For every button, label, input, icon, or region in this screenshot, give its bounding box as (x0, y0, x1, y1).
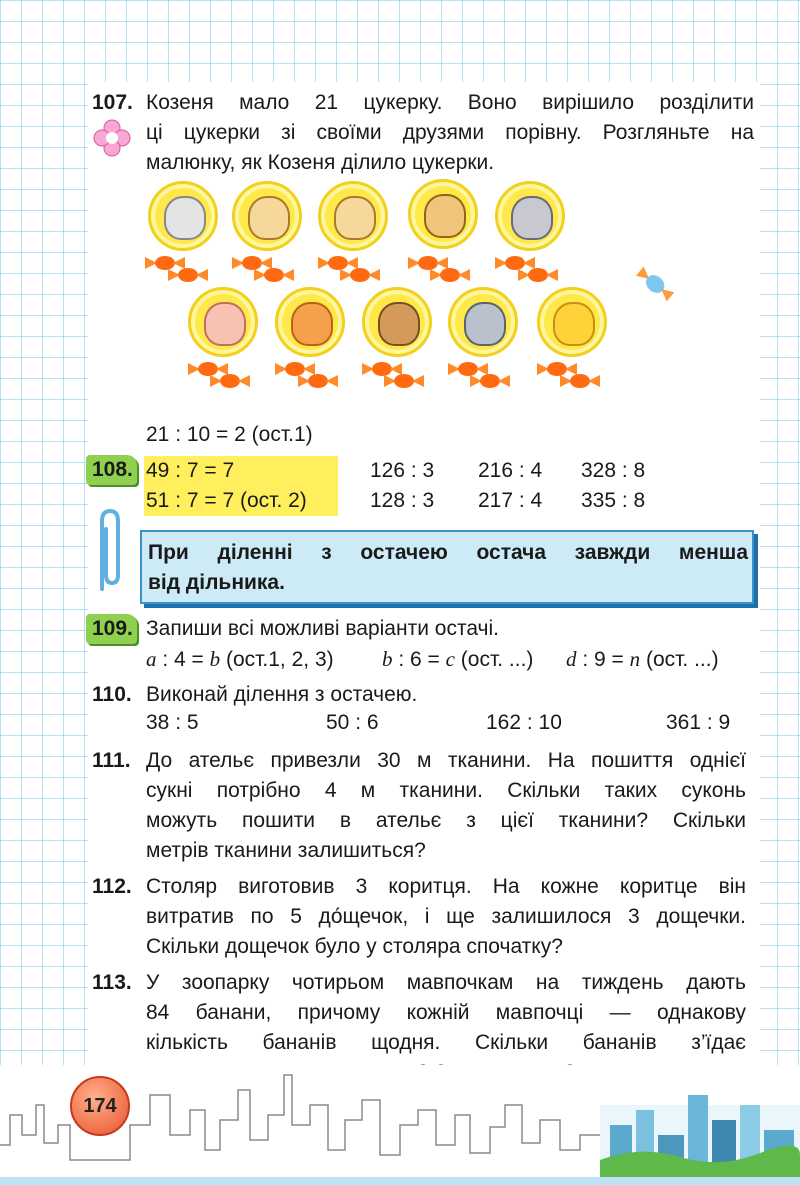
animals-illustration (140, 175, 700, 410)
problem-112-line2: витратив по 5 до́щечок, і ще залишилося 3 дощечки. (146, 905, 746, 928)
problem-110-item1: 38 : 5 (146, 711, 199, 734)
problem-110-item3: 162 : 10 (486, 711, 562, 734)
problem-108-col1-row1: 126 : 3 (370, 459, 435, 482)
problem-110-number: 110. (92, 683, 132, 706)
candy-icons (140, 175, 700, 410)
var-d: d (566, 647, 577, 671)
problem-110-item2: 50 : 6 (326, 711, 379, 734)
example-a-tail: (ост.1, 2, 3) (220, 648, 334, 671)
problem-108-col3-row1: 328 : 8 (581, 459, 646, 482)
var-b2: b (382, 647, 393, 671)
var-a: a (146, 647, 157, 671)
problem-108-col2-row2: 217 : 4 (478, 489, 543, 512)
problem-109-example-b (382, 644, 533, 675)
problem-111-line3: можуть пошити в ательє з цієї тканини? Скільки (146, 809, 746, 832)
problem-109-line1: Запиши всі можливі варіанти остачі. (146, 617, 499, 640)
rule-line2: від дільника. (148, 571, 285, 594)
problem-107-equation: 21 : 10 = 2 (ост.1) (146, 423, 313, 446)
var-n: n (629, 647, 641, 671)
problem-111-number: 111. (92, 749, 131, 772)
problem-108-col2-row1: 216 : 4 (478, 459, 543, 482)
problem-113-line3: кількість бананів щодня. Скільки бананів з’їдає (146, 1031, 746, 1054)
problem-109-badge: 109. (86, 614, 137, 644)
problem-107-line1: Козеня мало 21 цукерку. Воно вирішило розділити (146, 91, 754, 114)
problem-112-line3: Скільки дощечок було у столяра спочатку? (146, 935, 563, 958)
problem-111-line4: метрів тканини залишиться? (146, 839, 426, 862)
problem-112-line1: Столяр виготовив 3 коритця. На кожне коритце він (146, 875, 746, 898)
problem-108-badge: 108. (86, 455, 137, 485)
example-b-tail: (ост. ...) (454, 648, 534, 671)
problem-111-line1: До ательє привезли 30 м тканини. На пошиття однієї (146, 749, 746, 772)
problem-108-example1: 49 : 7 = 7 (146, 459, 235, 482)
var-c: c (445, 647, 455, 671)
problem-108-example2: 51 : 7 = 7 (ост. 2) (146, 489, 307, 512)
paperclip-icon (88, 505, 132, 595)
problem-112-number: 112. (92, 875, 132, 898)
rule-line1: При діленні з остачею остача завжди менша (148, 541, 748, 564)
example-d-op: : 9 = (576, 648, 630, 671)
problem-107-number: 107. (92, 91, 133, 114)
problem-113-line2: 84 банани, причому кожній мавпочці — однакову (146, 1001, 746, 1024)
page-number: 174 (70, 1076, 130, 1136)
problem-113-line1: У зоопарку чотирьом мавпочкам на тиждень дають (146, 971, 746, 994)
example-b-op: : 6 = (392, 648, 446, 671)
problem-108-col1-row2: 128 : 3 (370, 489, 435, 512)
example-a-op: : 4 = (156, 648, 210, 671)
rule-text (148, 538, 748, 598)
problem-110-item4: 361 : 9 (666, 711, 731, 734)
flower-icon (92, 118, 132, 158)
problem-109-example-a (146, 644, 334, 675)
problem-110-line1: Виконай ділення з остачею. (146, 683, 418, 706)
problem-113-number: 113. (92, 971, 132, 994)
problem-108-col3-row2: 335 : 8 (581, 489, 646, 512)
var-b1: b (209, 647, 221, 671)
problem-107-line2: ці цукерки зі своїми друзями порівну. Розгляньте на (146, 121, 754, 144)
problem-111-line2: сукні потрібно 4 м тканини. Скільки таких суконь (146, 779, 746, 802)
problem-109-example-d (566, 644, 719, 675)
problem-107-line3: малюнку, як Козеня ділило цукерки. (146, 151, 495, 174)
example-d-tail: (ост. ...) (640, 648, 719, 671)
